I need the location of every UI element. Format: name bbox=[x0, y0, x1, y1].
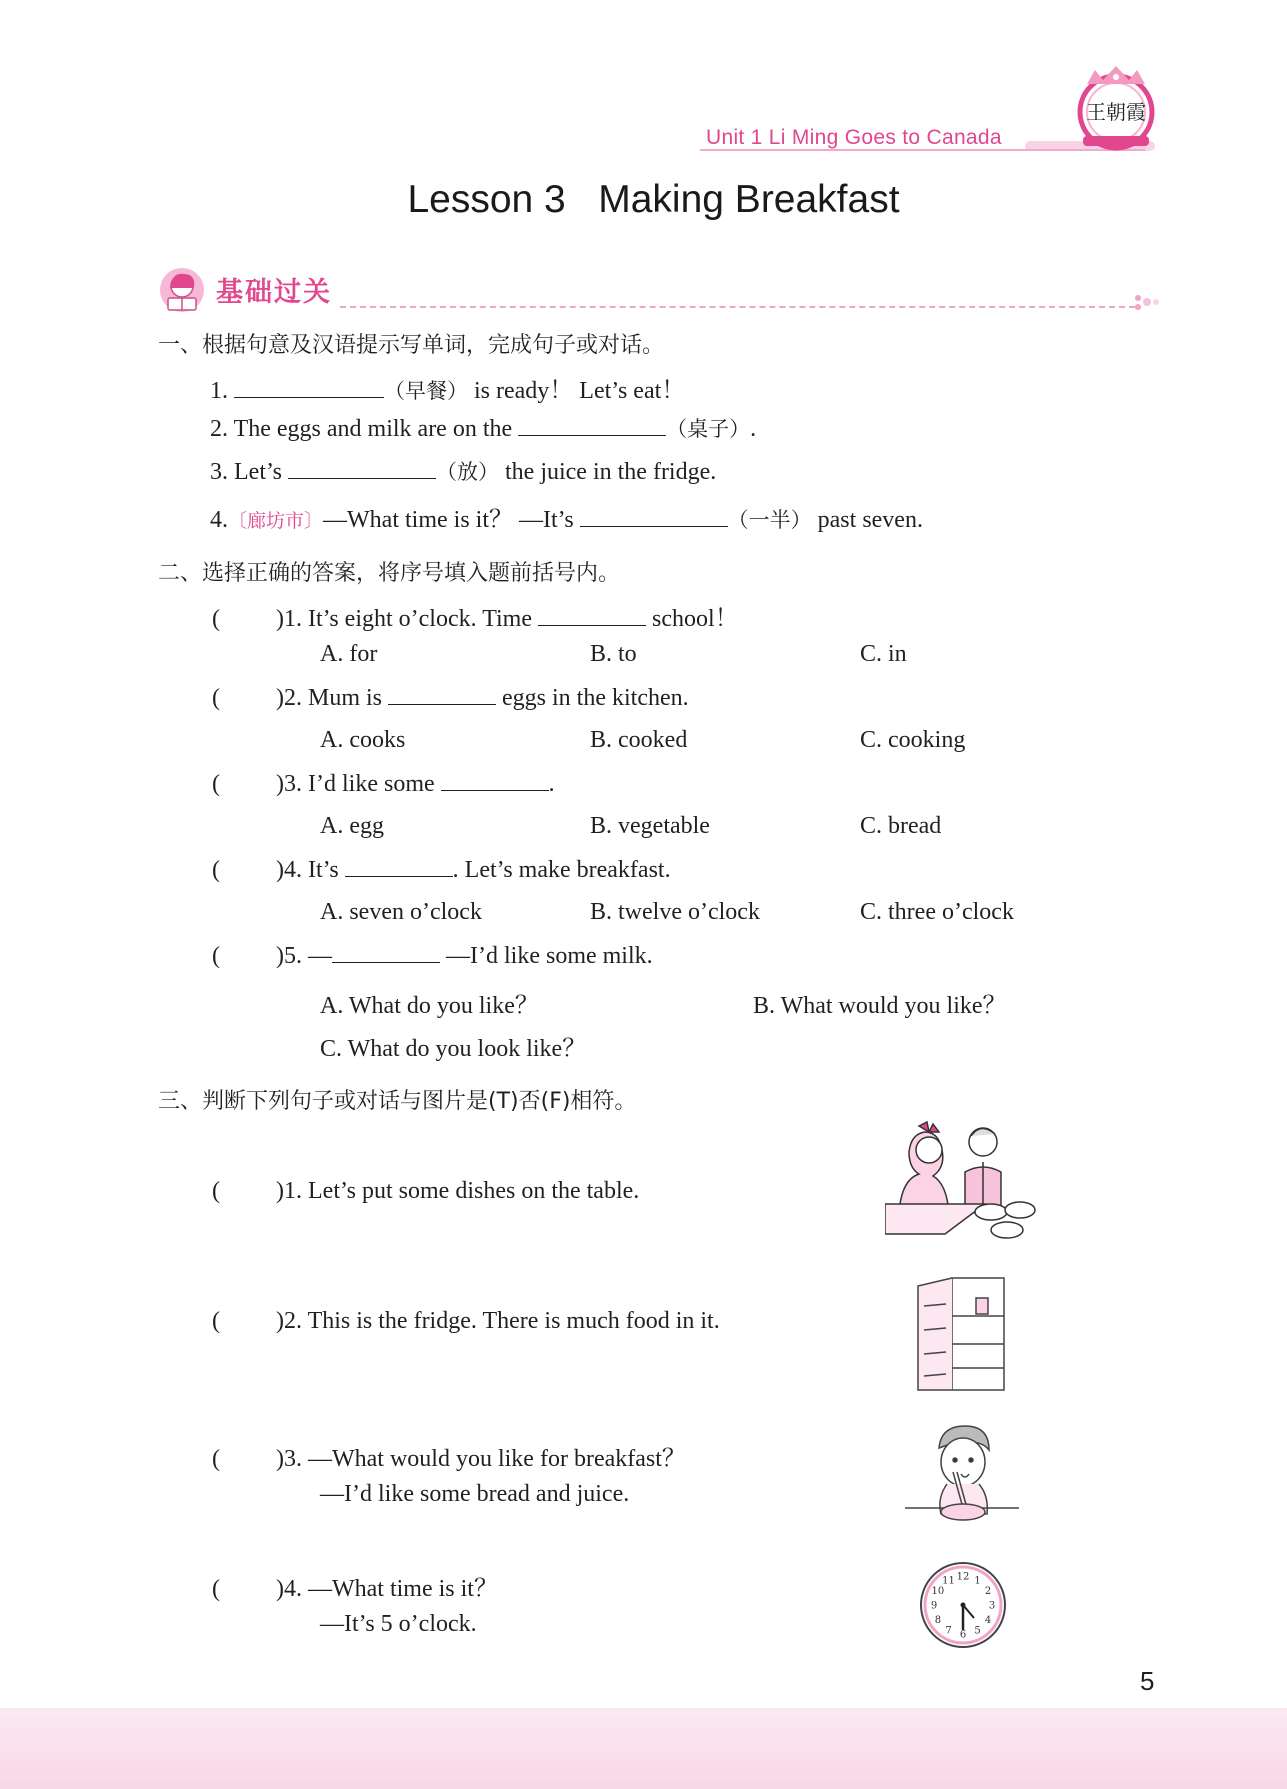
clock-numeral: 11 bbox=[942, 1575, 955, 1587]
option-a: A. seven o’clock bbox=[320, 899, 482, 925]
page-number: 5 bbox=[1140, 1666, 1155, 1696]
clock-numeral: 2 bbox=[984, 1586, 992, 1597]
part1-item-1: 1. （早餐） is ready！ Let’s eat！ bbox=[210, 378, 686, 404]
section-divider bbox=[340, 306, 1135, 308]
option-b: B. to bbox=[590, 641, 637, 667]
clock-numeral: 10 bbox=[931, 1586, 945, 1597]
part1-heading: 一、根据句意及汉语提示写单词，完成句子或对话。 bbox=[158, 333, 665, 358]
part3-item-3: ( )3. —What would you like for breakfast？ bbox=[212, 1446, 686, 1472]
option-c: C. three o’clock bbox=[860, 899, 1014, 925]
option-c: C. cooking bbox=[860, 727, 966, 753]
option-a: A. cooks bbox=[320, 727, 406, 753]
decorative-dots-icon bbox=[1133, 292, 1161, 314]
clock-numeral: 7 bbox=[945, 1625, 952, 1637]
option-c: C. bread bbox=[860, 813, 942, 839]
option-b: B. twelve o’clock bbox=[590, 899, 760, 925]
answer-blank bbox=[345, 856, 453, 877]
answer-blank bbox=[538, 605, 646, 626]
part2-question-2: ( )2. Mum is eggs in the kitchen. bbox=[212, 685, 689, 711]
boy-eating-noodles-illustration bbox=[905, 1422, 1019, 1530]
footer-band bbox=[0, 1708, 1287, 1789]
option-c: C. What do you look like？ bbox=[320, 1036, 587, 1062]
option-c: C. in bbox=[860, 641, 907, 667]
option-b: B. vegetable bbox=[590, 813, 710, 839]
clock-six-oclock-illustration bbox=[918, 1560, 1008, 1650]
part3-item-3-answer: —I’d like some bread and juice. bbox=[320, 1481, 630, 1507]
answer-paren[interactable]: ( ) bbox=[212, 857, 284, 883]
part3-item-1: ( )1. Let’s put some dishes on the table. bbox=[212, 1178, 640, 1204]
answer-paren[interactable]: ( ) bbox=[212, 606, 284, 632]
part2-question-5: ( )5. — —I’d like some milk. bbox=[212, 943, 653, 969]
answer-blank[interactable] bbox=[234, 377, 384, 398]
answer-blank[interactable] bbox=[580, 506, 728, 527]
part1-item-3: 3. Let’s （放） the juice in the fridge. bbox=[210, 459, 717, 485]
part3-item-4-answer: —It’s 5 o’clock. bbox=[320, 1611, 477, 1637]
clock-numeral: 9 bbox=[930, 1600, 938, 1612]
children-setting-dishes-illustration bbox=[885, 1118, 1043, 1246]
girl-reading-icon bbox=[158, 266, 208, 314]
part1-item-4: 4.〔廊坊市〕—What time is it？ —It’s （一半） past seven. bbox=[210, 507, 923, 533]
unit-header: Unit 1 Li Ming Goes to Canada bbox=[706, 126, 1002, 149]
answer-paren[interactable]: ( ) bbox=[212, 1178, 284, 1204]
part2-heading: 二、选择正确的答案，将序号填入题前括号内。 bbox=[158, 561, 621, 586]
answer-paren[interactable]: ( ) bbox=[212, 1308, 284, 1334]
part3-heading: 三、判断下列句子或对话与图片是(T)否(F)相符。 bbox=[158, 1089, 637, 1114]
option-a: A. egg bbox=[320, 813, 384, 839]
answer-blank bbox=[441, 770, 549, 791]
part3-item-4: ( )4. —What time is it？ bbox=[212, 1576, 498, 1602]
lesson-title: Lesson 3 Making Breakfast bbox=[407, 178, 900, 221]
region-tag: 〔廊坊市〕 bbox=[228, 510, 324, 532]
part3-item-2: ( )2. This is the fridge. There is much food in it. bbox=[212, 1308, 720, 1334]
answer-blank[interactable] bbox=[288, 458, 436, 479]
clock-numeral: 8 bbox=[934, 1615, 942, 1626]
clock-numeral: 12 bbox=[956, 1571, 970, 1583]
section-title: 基础过关 bbox=[216, 277, 332, 308]
clock-numeral: 4 bbox=[984, 1615, 992, 1626]
open-empty-fridge-illustration bbox=[910, 1272, 1010, 1396]
answer-blank bbox=[332, 942, 440, 963]
answer-paren[interactable]: ( ) bbox=[212, 685, 284, 711]
clock-numeral: 1 bbox=[974, 1575, 981, 1587]
badge-name: 王朝霞 bbox=[1086, 100, 1146, 124]
option-b: B. What would you like？ bbox=[753, 993, 1007, 1019]
answer-paren[interactable]: ( ) bbox=[212, 943, 284, 969]
option-b: B. cooked bbox=[590, 727, 688, 753]
answer-blank[interactable] bbox=[518, 415, 666, 436]
clock-numeral: 6 bbox=[959, 1629, 967, 1641]
clock-numeral: 3 bbox=[988, 1600, 996, 1612]
clock-numeral: 5 bbox=[974, 1625, 981, 1637]
answer-paren[interactable]: ( ) bbox=[212, 771, 284, 797]
part2-question-1: ( )1. It’s eight o’clock. Time school！ bbox=[212, 606, 739, 632]
answer-paren[interactable]: ( ) bbox=[212, 1576, 284, 1602]
answer-blank bbox=[388, 684, 496, 705]
option-a: A. for bbox=[320, 641, 378, 667]
part2-question-3: ( )3. I’d like some . bbox=[212, 771, 555, 797]
part2-question-4: ( )4. It’s . Let’s make breakfast. bbox=[212, 857, 671, 883]
option-a: A. What do you like？ bbox=[320, 993, 539, 1019]
answer-paren[interactable]: ( ) bbox=[212, 1446, 284, 1472]
publisher-badge-icon bbox=[1073, 62, 1159, 154]
part1-item-2: 2. The eggs and milk are on the （桌子）. bbox=[210, 416, 757, 442]
